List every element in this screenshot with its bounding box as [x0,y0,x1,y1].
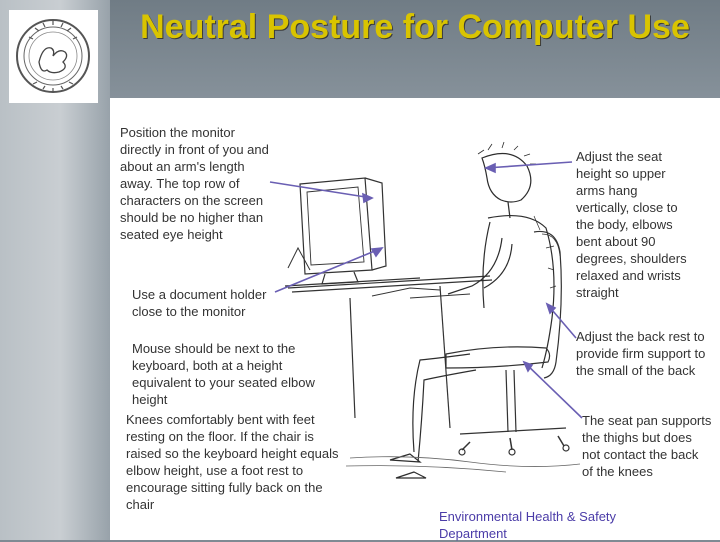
footer-department: Environmental Health & Safety Department [439,509,617,541]
document-holder-pointer-arrowhead [372,248,382,256]
tip-seat-height: Adjust the seat height so upper arms hang vertically, close to the body, elbows bent about 90 degrees, shoulders relaxed and wrists straight [576,149,687,300]
university-seal-logo [9,10,98,103]
university-seal-icon [9,10,98,103]
tip-monitor-position: Position the monitor directly in front of you and about an arm's length away. The top row of characters on the screen should be no higher than seated eye height [120,125,269,242]
seated-person-drawing [390,142,556,478]
tip-knees-footrest: Knees comfortably bent with feet resting on the floor. If the chair is raised so the keyboard height equals elbow height, use a foot rest to encourage sitting fully back on the chair [126,412,339,512]
slide-title: Neutral Posture for Computer Use [140,8,690,46]
left-sidebar-strip [0,0,110,540]
chair-drawing [446,231,569,455]
tip-seat-pan: The seat pan supports the thighs but does not contact the back of the knees [582,413,712,479]
tip-mouse-keyboard: Mouse should be next to the keyboard, both at a height equivalent to your seated elbow height [132,341,315,407]
floor-drawing [346,457,580,472]
tip-document-holder: Use a document holder close to the monitor [132,287,267,319]
monitor-pointer-arrow [270,182,372,198]
tip-back-rest: Adjust the back rest to provide firm support to the small of the back [576,329,706,378]
slide-header [110,0,720,98]
seat-height-pointer-arrowhead [486,164,495,172]
monitor-pointer-arrowhead [363,194,372,202]
seat-height-pointer-arrow [486,162,572,168]
slide-content [110,98,720,540]
